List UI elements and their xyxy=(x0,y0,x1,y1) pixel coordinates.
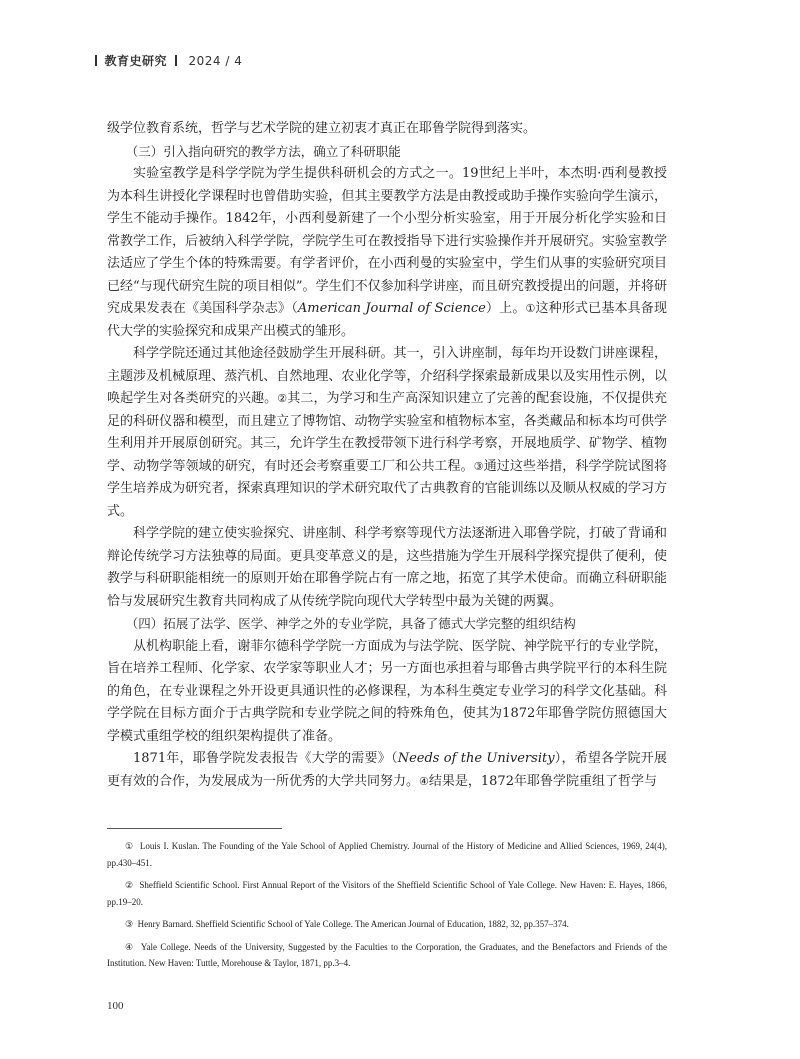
footnote-ref[interactable]: ① xyxy=(525,302,536,315)
paragraph: 级学位教育系统，哲学与艺术学院的建立初衷才真正在耶鲁学院得到落实。 xyxy=(107,121,537,136)
journal-title: 教育史研究 xyxy=(104,54,168,68)
paragraph: 科学学院的建立使实验探究、讲座制、科学考察等现代方法逐渐进入耶鲁学院，打破了背诵和辩论传统学习方法独尊的局面。更具变革意义的是，这些措施为学生开展科学探究提供了便利，使教学与科研职能相统一的原则开始在耶鲁学院占有一席之地，拓宽了其学术使命。而确立科研职能恰与发展研究生教育共同构成了从传统学院向现代大学转型中最为关键的两翼。 xyxy=(107,526,667,609)
paragraph: 实验室教学是科学学院为学生提供科研机会的方式之一。19世纪上半叶，本杰明·西利曼教授为本科生讲授化学课程时也曾借助实验，但其主要教学方法是由教授或助手操作实验向学生演示，学生不能动手操作。1842年，小西利曼新建了一个小型分析实验室，用于开展分析化学实验和日常教学工作，后被纳入科学学院，学院学生可在教授指导下进行实验操作并开展研究。实验室教学法适应了学生个体的特殊需要。有学者评价，在小西利曼的实验室中，学生们从事的实验研究项目已经“与现代研究生院的项目相似”。学生们不仅参加科学讲座，而且研究教授提出的问题，并将研究成果发表在《美国科学杂志》（American Journal of Science）上。①这种形式已基本具备现代大学的实验探究和成果产出模式的雏形。 xyxy=(107,166,667,339)
footnote: ④ Yale College. Needs of the University, Suggested by the Faculties to the Corporation, the Graduates, and the Benefactors and Friends of the Institution. New Haven: Tuttle, Morehouse & Taylor, 1871, pp.3–4. xyxy=(107,941,667,968)
header-bar-left xyxy=(95,55,97,66)
section-heading: （四）拓展了法学、医学、神学之外的专业学院，具备了德式大学完整的组织结构 xyxy=(125,616,576,631)
issue-label: 2024 / 4 xyxy=(188,53,243,68)
header-bar-right xyxy=(175,55,177,66)
main-text xyxy=(107,118,667,793)
footnote: ③ Henry Barnard. Sheffield Scientific School of Yale College. The American Journal of Education, 1882, 32, pp.357–374. xyxy=(125,919,569,929)
running-header xyxy=(95,52,242,69)
footnote-ref[interactable]: ③ xyxy=(473,459,484,473)
paragraph: 科学学院还通过其他途径鼓励学生开展科研。其一，引入讲座制，每年均开设数门讲座课程，主题涉及机械原理、蒸汽机、自然地理、农业化学等，介绍科学探索最新成果以及实用性示例，以唤起学生对各类研究的兴趣。②其二，为学习和生产高深知识建立了完善的配套设施，不仅提供充足的科研仪器和模型，而且建立了博物馆、动物学实验室和植物标本室，各类藏品和标本均可供学生利用并开展原创研究。其三，允许学生在教授带领下进行科学考察，开展地质学、矿物学、植物学、动物学等领域的研究，有时还会考察重要工厂和公共工程。③通过这些举措，科学学院试图将学生培养成为研究者，探索真理知识的学术研究取代了古典教育的官能训练以及顺从权威的学习方式。 xyxy=(107,346,667,519)
footnotes xyxy=(107,838,667,978)
journal-name-italic: American Journal of Science xyxy=(297,301,486,316)
footnote-ref[interactable]: ④ xyxy=(419,774,429,788)
footnote: ① Louis I. Kuslan. The Founding of the Yale School of Applied Chemistry. Journal of the History of Medicine and Allied Sciences, 1969, 24(4), pp.430–451. xyxy=(107,841,668,868)
section-heading: （三）引入指向研究的教学方法，确立了科研职能 xyxy=(125,143,401,159)
page-number: 100 xyxy=(107,1000,124,1012)
footnote-ref[interactable]: ② xyxy=(277,392,288,405)
paragraph: 1871年，耶鲁学院发表报告《大学的需要》（Needs of the University），希望各学院开展更有效的合作，为发展成为一所优秀的大学共同努力。④结果是，1872年耶鲁学院重组了哲学与 xyxy=(107,751,667,789)
report-name-italic: Needs of the University xyxy=(397,751,555,766)
footnote-divider xyxy=(107,828,282,829)
paragraph: 从机构职能上看，谢菲尔德科学学院一方面成为与法学院、医学院、神学院平行的专业学院，旨在培养工程师、化学家、农学家等职业人才；另一方面也承担着与耶鲁古典学院平行的本科生院的角色，在专业课程之外开设更具通识性的必修课程，为本科生奠定专业学习的科学文化基础。科学学院在目标方面介于古典学院和专业学院之间的特殊角色，使其为1872年耶鲁学院仿照德国大学模式重组学校的组织架构提供了准备。 xyxy=(107,638,667,744)
footnote: ② Sheffield Scientific School. First Annual Report of the Visitors of the Sheffield Scientific School of Yale College. New Haven: E. Hayes, 1866, pp.19–20. xyxy=(107,880,668,907)
